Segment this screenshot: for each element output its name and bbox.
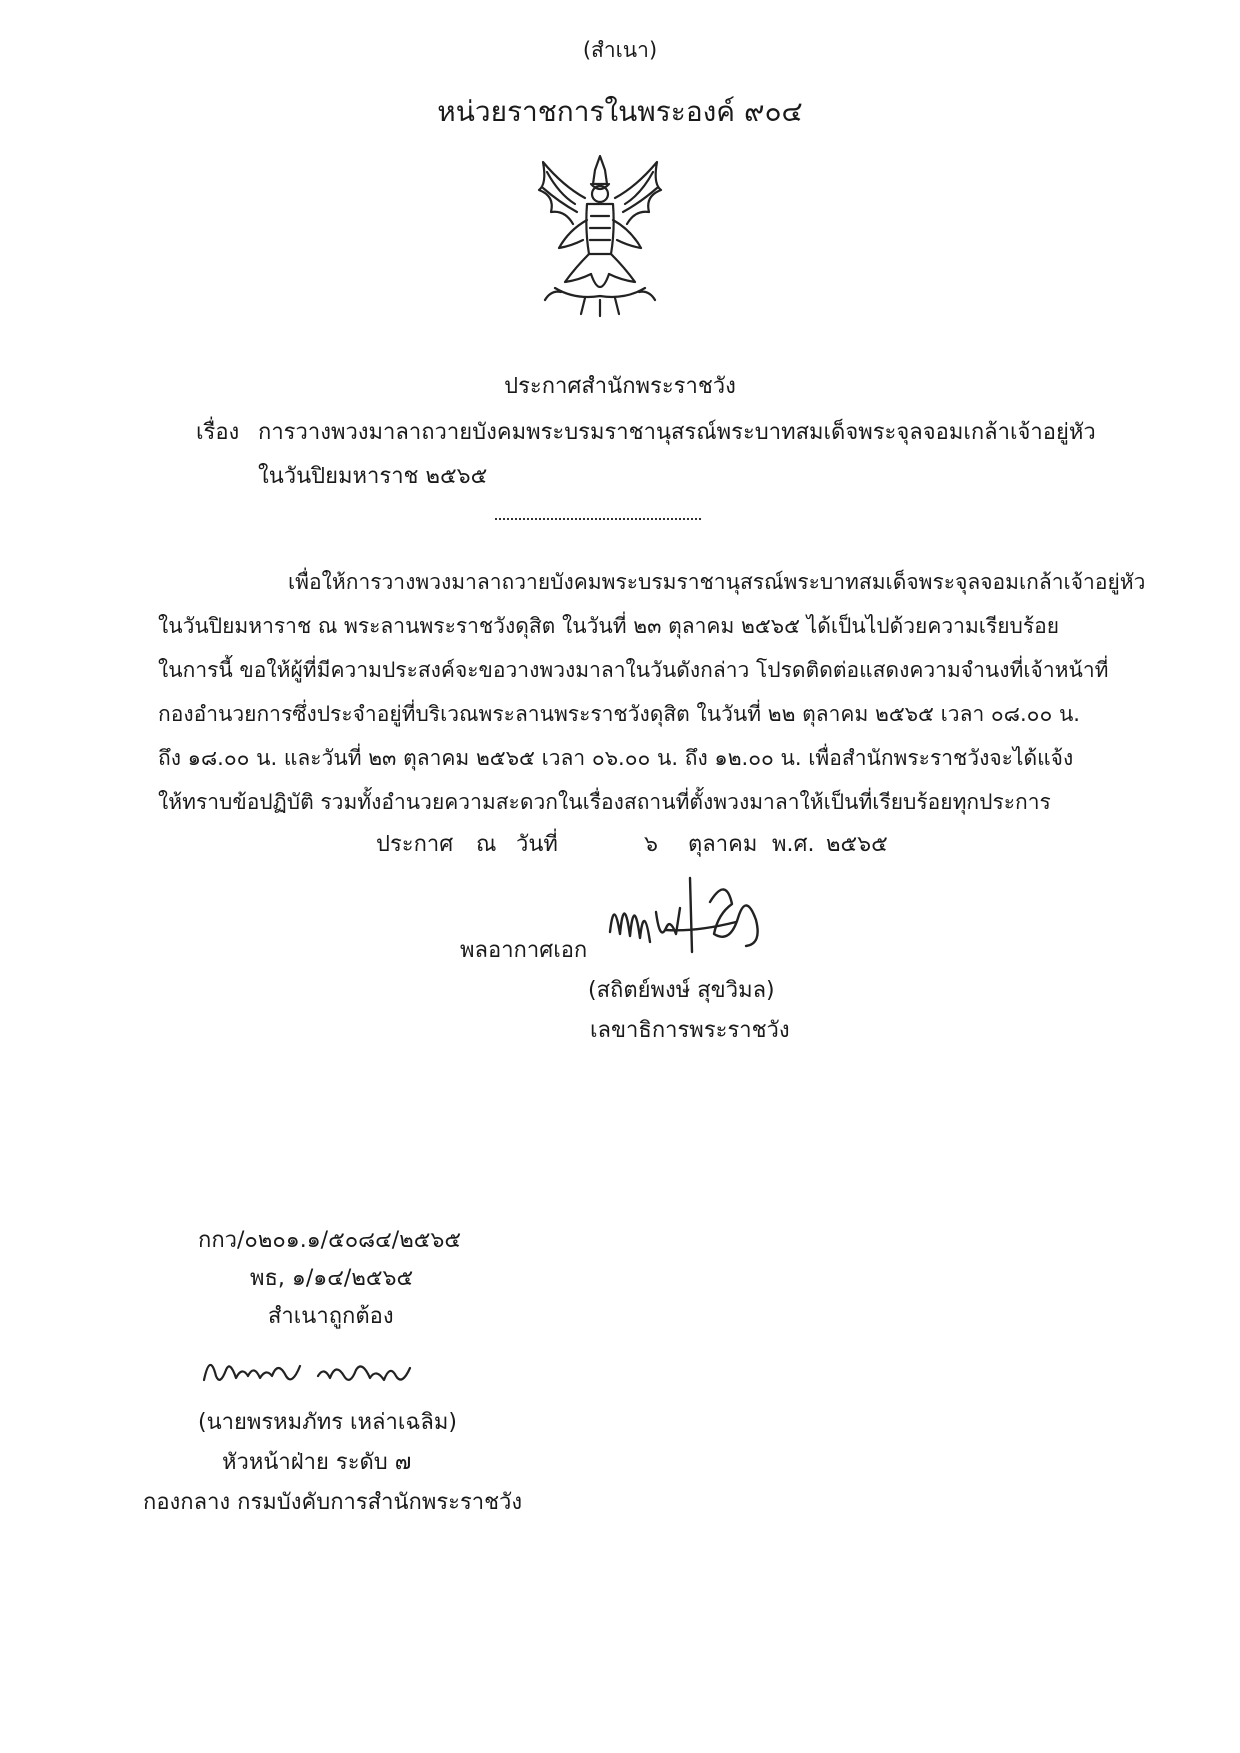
garuda-emblem-icon <box>525 150 675 320</box>
certifier-position: หัวหน้าฝ่าย ระดับ ๗ <box>222 1450 412 1475</box>
signature-mark <box>606 872 776 970</box>
body-line: ถึง ๑๘.๐๐ น. และวันที่ ๒๓ ตุลาคม ๒๕๖๕ เวลา ๐๖.๐๐ น. ถึง ๑๒.๐๐ น. เพื่อสำนักพระราชวังจะได้แจ้ง <box>158 746 1074 770</box>
signatory-position: เลขาธิการพระราชวัง <box>590 1018 790 1043</box>
certifier-name: (นายพรหมภัทร เหล่าเฉลิม) <box>198 1410 457 1435</box>
announcement-title: ประกาศสำนักพระราชวัง <box>504 374 736 399</box>
document-number: กกว/๐๒๐๑.๑/๕๐๘๔/๒๕๖๕ <box>198 1228 461 1253</box>
subject-line-2: ในวันปิยมหาราช ๒๕๖๕ <box>258 464 488 489</box>
reference-number: พธ, ๑/๑๔/๒๕๖๕ <box>250 1266 414 1291</box>
body-line: ให้ทราบข้อปฏิบัติ รวมทั้งอำนวยความสะดวกในเรื่องสถานที่ตั้งพวงมาลาให้เป็นที่เรียบร้อยทุกประการ <box>158 790 1051 814</box>
issued-era: พ.ศ. <box>772 832 815 857</box>
issued-month: ตุลาคม <box>688 832 758 857</box>
certifier-department: กองกลาง กรมบังคับการสำนักพระราชวัง <box>143 1490 523 1515</box>
issued-at: ณ <box>476 832 497 857</box>
issued-label: ประกาศ <box>376 832 454 857</box>
body-line: ในการนี้ ขอให้ผู้ที่มีความประสงค์จะขอวางพวงมาลาในวันดังกล่าว โปรดติดต่อแสดงความจำนงที่เจ้าหน้าที่ <box>158 658 1109 682</box>
body-line: ในวันปิยมหาราช ณ พระลานพระราชวังดุสิต ในวันที่ ๒๓ ตุลาคม ๒๕๖๕ ได้เป็นไปด้วยความเรียบร้อย <box>158 614 1060 638</box>
issued-day-label: วันที่ <box>516 832 558 857</box>
body-line: เพื่อให้การวางพวงมาลาถวายบังคมพระบรมราชานุสรณ์พระบาทสมเด็จพระจุลจอมเกล้าเจ้าอยู่หัว <box>288 570 1146 594</box>
subject-label: เรื่อง <box>196 420 240 445</box>
subject-line-1: การวางพวงมาลาถวายบังคมพระบรมราชานุสรณ์พระบาทสมเด็จพระจุลจอมเกล้าเจ้าอยู่หัว <box>258 420 1096 445</box>
agency-title: หน่วยราชการในพระองค์ ๙๐๔ <box>437 95 803 128</box>
signatory-rank: พลอากาศเอก <box>460 938 588 963</box>
body-line: กองอำนวยการซึ่งประจำอยู่ที่บริเวณพระลานพระราชวังดุสิต ในวันที่ ๒๒ ตุลาคม ๒๕๖๕ เวลา ๐๘.๐๐ น. <box>158 702 1080 726</box>
signatory-name: (สถิตย์พงษ์ สุขวิมล) <box>588 978 775 1003</box>
certified-copy-label: สำเนาถูกต้อง <box>268 1304 394 1329</box>
certifier-signature-mark <box>200 1346 440 1396</box>
dotted-divider <box>495 518 701 520</box>
issued-year: ๒๕๖๕ <box>826 832 888 857</box>
issued-day: ๖ <box>644 832 658 857</box>
copy-mark: (สำเนา) <box>582 38 658 62</box>
